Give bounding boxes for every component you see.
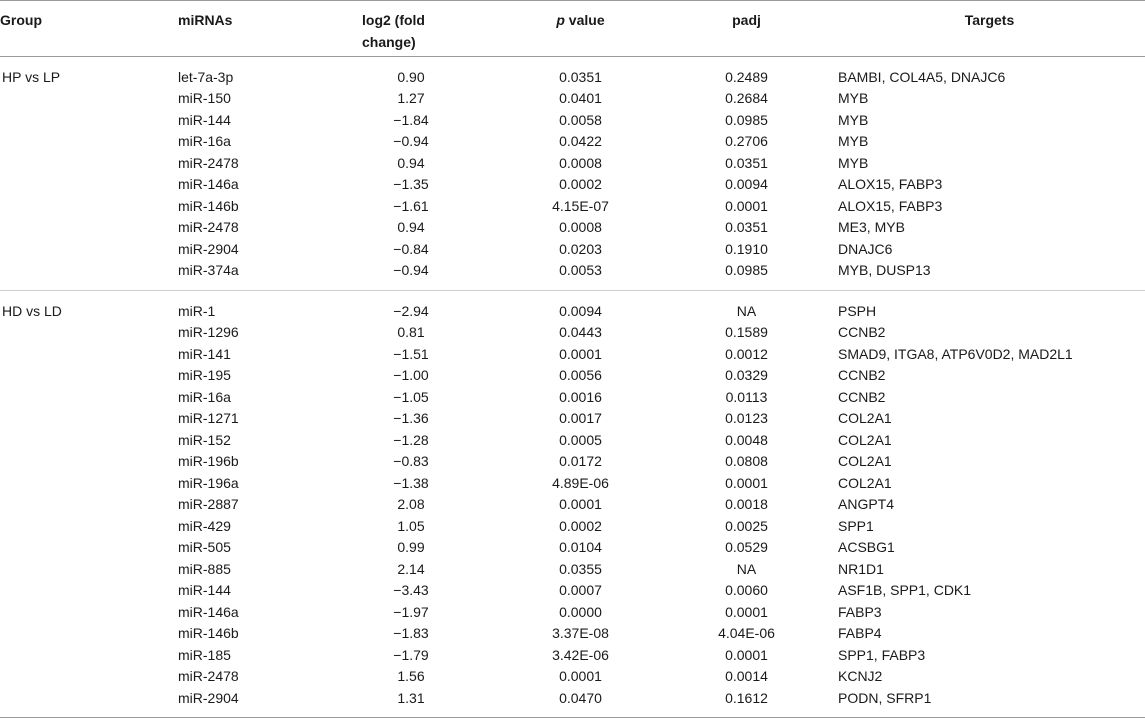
targets-cell: ALOX15, FABP3 <box>838 176 943 192</box>
table-row <box>0 217 1145 239</box>
table-row <box>0 580 1145 602</box>
mirna-cell: miR-152 <box>178 431 231 448</box>
p-value-cell: 0.0104 <box>559 539 602 555</box>
table-row <box>0 131 1145 153</box>
padj-cell: 0.0001 <box>725 646 768 663</box>
mirna-cell: miR-196b <box>178 453 239 469</box>
targets-cell: ME3, MYB <box>838 219 905 235</box>
mirna-cell: miR-2478 <box>178 219 239 235</box>
padj-cell: 0.2489 <box>725 68 768 85</box>
log2-cell: 0.81 <box>397 324 425 340</box>
table-row <box>0 56 1145 88</box>
table-row <box>0 451 1145 473</box>
group-cell <box>0 365 170 387</box>
header-p-italic: p <box>556 12 565 28</box>
mirna-cell: miR-146b <box>178 625 239 641</box>
log2-cell: −1.84 <box>393 111 429 128</box>
group-cell <box>0 602 170 624</box>
p-value-cell: 3.37E-08 <box>552 625 609 641</box>
padj-cell: 0.2684 <box>725 90 768 106</box>
padj-cell: 0.0018 <box>725 496 768 512</box>
log2-cell: −1.51 <box>393 345 429 362</box>
log2-cell: −0.94 <box>393 133 429 149</box>
group-cell <box>0 494 170 516</box>
p-value-cell: 0.0008 <box>559 219 602 235</box>
group-cell <box>0 110 170 132</box>
group-cell <box>0 688 170 718</box>
log2-cell: −0.84 <box>393 240 429 257</box>
p-value-cell: 0.0056 <box>559 367 602 383</box>
padj-cell: 0.0094 <box>725 176 768 192</box>
table-row <box>0 322 1145 344</box>
log2-cell: −1.36 <box>393 410 429 426</box>
group-cell <box>0 174 170 196</box>
log2-cell: −1.28 <box>393 431 429 448</box>
group-cell: HP vs LP <box>2 68 61 85</box>
table-row <box>0 291 1145 323</box>
padj-cell: NA <box>736 560 757 577</box>
padj-cell: 0.0001 <box>725 474 768 491</box>
targets-cell: COL2A1 <box>838 474 892 491</box>
table-row <box>0 387 1145 409</box>
targets-cell: ANGPT4 <box>838 496 895 512</box>
mirna-cell: miR-16a <box>178 133 231 149</box>
p-value-cell: 0.0053 <box>559 262 602 278</box>
header-log2-text: log2 (fold change) <box>362 12 425 50</box>
group-cell <box>0 88 170 110</box>
p-value-cell: 0.0016 <box>559 388 602 405</box>
log2-cell: −0.94 <box>393 262 429 278</box>
table-row <box>0 239 1145 261</box>
targets-cell: COL2A1 <box>838 410 892 426</box>
padj-cell: 0.0329 <box>725 367 768 383</box>
targets-cell: ALOX15, FABP3 <box>838 197 943 214</box>
p-value-cell: 0.0005 <box>559 431 602 448</box>
mirna-cell: miR-2478 <box>178 668 239 684</box>
log2-cell: −0.83 <box>393 453 429 469</box>
table-header-row <box>0 1 1145 56</box>
table-row <box>0 88 1145 110</box>
padj-cell: 0.2706 <box>725 133 768 149</box>
group-cell <box>0 451 170 473</box>
mirna-cell: miR-2904 <box>178 689 239 706</box>
targets-cell: NR1D1 <box>838 560 884 577</box>
mirna-cell: let-7a-3p <box>178 68 234 85</box>
padj-cell: 4.04E-06 <box>718 625 775 641</box>
p-value-cell: 0.0172 <box>559 453 602 469</box>
targets-cell: MYB <box>838 133 869 149</box>
table-row <box>0 365 1145 387</box>
targets-cell: CCNB2 <box>838 367 886 383</box>
table-row <box>0 430 1145 452</box>
padj-cell: 0.1589 <box>725 324 768 340</box>
padj-cell: 0.0529 <box>725 539 768 555</box>
group-cell <box>0 516 170 538</box>
log2-cell: 1.56 <box>397 668 425 684</box>
table-row <box>0 516 1145 538</box>
log2-cell: −2.94 <box>393 302 429 319</box>
table-row <box>0 153 1145 175</box>
targets-cell: PSPH <box>838 302 877 319</box>
mirna-cell: miR-150 <box>178 90 231 106</box>
mirna-cell: miR-196a <box>178 474 239 491</box>
log2-cell: 1.31 <box>397 689 425 706</box>
group-cell <box>0 645 170 667</box>
targets-cell: SPP1, FABP3 <box>838 646 926 663</box>
padj-cell: 0.0048 <box>725 431 768 448</box>
padj-cell: 0.0985 <box>725 111 768 128</box>
table-body <box>0 56 1145 718</box>
bottom-rule-line <box>0 718 1145 719</box>
table-row <box>0 174 1145 196</box>
table-row <box>0 645 1145 667</box>
p-value-cell: 0.0094 <box>559 302 602 319</box>
group-cell <box>0 623 170 645</box>
p-value-cell: 0.0443 <box>559 324 602 340</box>
table-bottom-rule <box>0 718 1145 719</box>
padj-cell: 0.0001 <box>725 603 768 620</box>
mirna-cell: miR-16a <box>178 388 231 405</box>
targets-cell: DNAJC6 <box>838 240 893 257</box>
group-cell <box>0 473 170 495</box>
log2-cell: −1.35 <box>393 176 429 192</box>
padj-cell: 0.0808 <box>725 453 768 469</box>
table-row <box>0 688 1145 718</box>
p-value-cell: 0.0008 <box>559 154 602 171</box>
table-row <box>0 408 1145 430</box>
targets-cell: BAMBI, COL4A5, DNAJC6 <box>838 68 1006 85</box>
group-cell <box>0 260 170 290</box>
padj-cell: 0.0113 <box>725 388 768 405</box>
log2-cell: 2.14 <box>397 560 425 577</box>
targets-cell: COL2A1 <box>838 431 892 448</box>
p-value-cell: 0.0355 <box>559 560 602 577</box>
targets-cell: SPP1 <box>838 517 874 534</box>
log2-cell: −1.38 <box>393 474 429 491</box>
targets-cell: CCNB2 <box>838 388 886 405</box>
log2-cell: −3.43 <box>393 582 429 598</box>
p-value-cell: 0.0002 <box>559 176 602 192</box>
p-value-cell: 0.0007 <box>559 582 602 598</box>
padj-cell: 0.0985 <box>725 262 768 278</box>
targets-cell: FABP3 <box>838 603 882 620</box>
table-row <box>0 537 1145 559</box>
targets-cell: KCNJ2 <box>838 668 883 684</box>
header-targets: Targets <box>834 1 1145 56</box>
targets-cell: SMAD9, ITGA8, ATP6V0D2, MAD2L1 <box>838 345 1073 362</box>
log2-cell: −1.79 <box>393 646 429 663</box>
p-value-cell: 0.0017 <box>559 410 602 426</box>
targets-cell: ASF1B, SPP1, CDK1 <box>838 582 972 598</box>
mirna-cell: miR-429 <box>178 517 231 534</box>
group-cell <box>0 666 170 688</box>
padj-cell: 0.0351 <box>725 154 768 171</box>
p-value-cell: 4.15E-07 <box>552 197 609 214</box>
padj-cell: 0.0025 <box>725 517 768 534</box>
group-cell <box>0 344 170 366</box>
p-value-cell: 0.0001 <box>559 496 602 512</box>
mirna-cell: miR-146a <box>178 176 239 192</box>
padj-cell: 0.0014 <box>725 668 768 684</box>
table-row <box>0 623 1145 645</box>
header-p-value <box>502 1 659 56</box>
mirna-cell: miR-1271 <box>178 410 239 426</box>
targets-cell: MYB <box>838 154 869 171</box>
padj-cell: 0.0001 <box>725 197 768 214</box>
group-cell <box>0 196 170 218</box>
log2-cell: 0.94 <box>397 219 425 235</box>
header-group: Group <box>0 1 170 56</box>
table-row <box>0 260 1145 290</box>
padj-cell: 0.1910 <box>725 240 768 257</box>
mirna-cell: miR-141 <box>178 345 231 362</box>
log2-cell: 0.90 <box>397 68 425 85</box>
group-cell <box>0 537 170 559</box>
group-cell <box>0 580 170 602</box>
p-value-cell: 0.0401 <box>559 90 602 106</box>
mirna-cell: miR-195 <box>178 367 231 383</box>
log2-cell: 2.08 <box>397 496 425 512</box>
targets-cell: MYB, DUSP13 <box>838 262 931 278</box>
table-row <box>0 196 1145 218</box>
p-value-cell: 0.0000 <box>559 603 602 620</box>
log2-cell: 1.27 <box>397 90 425 106</box>
log2-cell: −1.05 <box>393 388 429 405</box>
padj-cell: 0.0351 <box>725 219 768 235</box>
p-value-cell: 0.0470 <box>559 689 602 706</box>
log2-cell: −1.61 <box>393 197 429 214</box>
header-mirnas: miRNAs <box>170 1 320 56</box>
p-value-cell: 4.89E-06 <box>552 474 609 491</box>
table-row <box>0 559 1145 581</box>
header-log2 <box>320 1 502 56</box>
padj-cell: 0.0012 <box>725 345 768 362</box>
mirna-cell: miR-144 <box>178 111 231 128</box>
targets-cell: FABP4 <box>838 625 882 641</box>
padj-cell: NA <box>736 302 757 319</box>
mirna-cell: miR-374a <box>178 262 239 278</box>
group-cell <box>0 559 170 581</box>
log2-cell: 0.99 <box>397 539 425 555</box>
mirna-cell: miR-1296 <box>178 324 239 340</box>
header-padj: padj <box>659 1 834 56</box>
padj-cell: 0.1612 <box>725 689 768 706</box>
targets-cell: CCNB2 <box>838 324 886 340</box>
group-cell <box>0 430 170 452</box>
p-value-cell: 0.0058 <box>559 111 602 128</box>
group-cell <box>0 217 170 239</box>
group-cell: HD vs LD <box>2 302 62 319</box>
p-value-cell: 0.0203 <box>559 240 602 257</box>
table-row <box>0 473 1145 495</box>
p-value-cell: 3.42E-06 <box>552 646 609 663</box>
table-row <box>0 666 1145 688</box>
mirna-cell: miR-505 <box>178 539 231 555</box>
mirna-cell: miR-2478 <box>178 154 239 171</box>
group-cell <box>0 322 170 344</box>
mirna-cell: miR-144 <box>178 582 231 598</box>
log2-cell: −1.83 <box>393 625 429 641</box>
table-row <box>0 602 1145 624</box>
padj-cell: 0.0060 <box>725 582 768 598</box>
mirna-cell: miR-185 <box>178 646 231 663</box>
targets-cell: ACSBG1 <box>838 539 895 555</box>
p-value-cell: 0.0001 <box>559 345 602 362</box>
mirna-cell: miR-2887 <box>178 496 239 512</box>
targets-cell: PODN, SFRP1 <box>838 689 932 706</box>
table-row <box>0 110 1145 132</box>
mirna-cell: miR-146a <box>178 603 239 620</box>
log2-cell: −1.97 <box>393 603 429 620</box>
group-cell <box>0 131 170 153</box>
log2-cell: −1.00 <box>393 367 429 383</box>
group-cell <box>0 387 170 409</box>
mirna-cell: miR-2904 <box>178 240 239 257</box>
table-row <box>0 494 1145 516</box>
mirna-cell: miR-1 <box>178 302 216 319</box>
log2-cell: 1.05 <box>397 517 425 534</box>
group-cell <box>0 408 170 430</box>
group-cell <box>0 153 170 175</box>
targets-cell: COL2A1 <box>838 453 892 469</box>
p-value-cell: 0.0001 <box>559 668 602 684</box>
targets-cell: MYB <box>838 90 869 106</box>
p-value-cell: 0.0351 <box>559 68 602 85</box>
log2-cell: 0.94 <box>397 154 425 171</box>
mirna-cell: miR-885 <box>178 560 231 577</box>
p-value-cell: 0.0002 <box>559 517 602 534</box>
table-row <box>0 344 1145 366</box>
group-cell <box>0 239 170 261</box>
header-p-rest: value <box>564 12 605 28</box>
padj-cell: 0.0123 <box>725 410 768 426</box>
p-value-cell: 0.0422 <box>559 133 602 149</box>
targets-cell: MYB <box>838 111 869 128</box>
mirna-cell: miR-146b <box>178 197 239 214</box>
